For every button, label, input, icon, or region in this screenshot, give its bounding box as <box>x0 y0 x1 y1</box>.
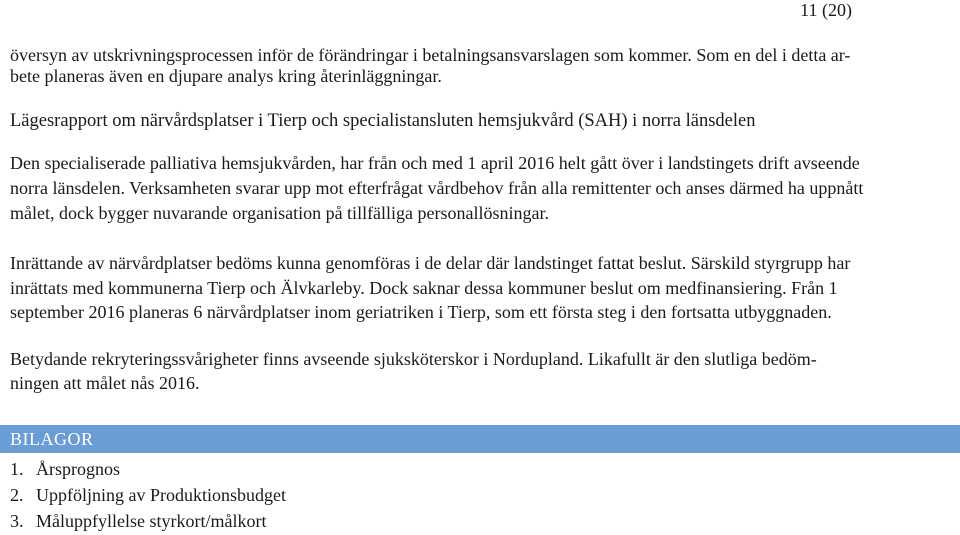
section-heading: Lägesrapport om närvårdsplatser i Tierp och specialistansluten hemsjukvård (SAH) i norra länsdelen <box>10 111 756 131</box>
bilagor-title: BILAGOR <box>10 429 94 449</box>
paragraph-2-line-2: inrättats med kommunerna Tierp och Älvkarleby. Dock saknar dessa kommuner beslut om medfinansiering. Från 1 <box>10 278 838 298</box>
bilaga-item-3 <box>10 509 266 533</box>
bilaga-number: 1. <box>10 459 24 479</box>
paragraph-1-line-1: Den specialiserade palliativa hemsjukvården, har från och med 1 april 2016 helt gått över i landstingets drift avseende <box>10 153 860 173</box>
paragraph-2-line-1: Inrättande av närvårdplatser bedöms kunna genomföras i de delar där landstinget fattat beslut. Särskild styrgrupp har <box>10 253 851 273</box>
intro-line-2: bete planeras även en djupare analys kring återinläggningar. <box>10 66 442 86</box>
paragraph-1-line-2: norra länsdelen. Verksamheten svarar upp mot efterfrågat vårdbehov från alla remittenter och anses därmed ha uppnått <box>10 178 864 198</box>
bilaga-item-2 <box>10 483 286 507</box>
bilaga-number: 2. <box>10 485 24 505</box>
bilaga-label: Årsprognos <box>36 459 120 479</box>
paragraph-3-line-2: ningen att målet nås 2016. <box>10 373 200 393</box>
bilaga-label: Måluppfyllelse styrkort/målkort <box>36 511 267 531</box>
bilaga-label: Uppföljning av Produktionsbudget <box>36 485 286 505</box>
paragraph-3-line-1: Betydande rekryteringssvårigheter finns avseende sjuksköterskor i Nordupland. Likafullt är den slutliga bedöm- <box>10 349 817 369</box>
bilaga-item-1 <box>10 457 120 481</box>
paragraph-1-line-3: målet, dock bygger nuvarande organisation på tillfälliga personallösningar. <box>10 203 550 223</box>
paragraph-2-line-3: september 2016 planeras 6 närvårdplatser inom geriatriken i Tierp, som ett första steg i den fortsatta utbyggnaden. <box>10 302 832 322</box>
intro-line-1: översyn av utskrivningsprocessen inför de förändringar i betalningsansvarslagen som kommer. Som en del i detta ar- <box>10 45 851 65</box>
bilagor-header-bar <box>0 425 960 453</box>
bilaga-number: 3. <box>10 511 24 531</box>
page-number: 11 (20) <box>800 0 852 20</box>
